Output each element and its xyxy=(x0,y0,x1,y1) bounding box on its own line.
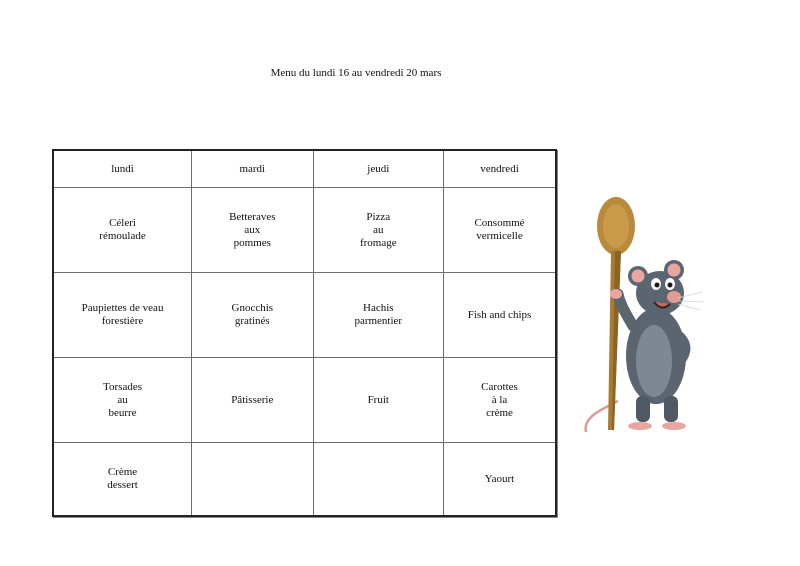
column-header-jeudi: jeudi xyxy=(313,150,444,188)
menu-cell-mardi xyxy=(192,273,313,358)
menu-item-text: Crème xyxy=(107,466,138,478)
menu-cell-mardi xyxy=(192,188,313,273)
menu-item-text: dessert xyxy=(107,479,138,491)
column-header-mardi: mardi xyxy=(192,150,313,188)
menu-item-text: rémoulade xyxy=(99,230,146,242)
menu-cell-mardi xyxy=(192,443,313,517)
menu-row xyxy=(53,358,556,443)
menu-item-text: Paupiettes de veau xyxy=(81,302,164,314)
menu-item-text: Pizza xyxy=(366,210,391,223)
menu-item-text: Fruit xyxy=(367,393,389,406)
menu-item-text: Consommé xyxy=(474,217,525,229)
menu-item-text: beurre xyxy=(108,406,137,419)
menu-item-text: Torsades xyxy=(103,380,142,393)
menu-item-text: crème xyxy=(486,406,513,419)
menu-cell-vendredi xyxy=(444,273,556,358)
column-header-vendredi: vendredi xyxy=(444,150,556,188)
menu-item-text: forestière xyxy=(101,315,144,327)
menu-cell-vendredi xyxy=(444,358,556,443)
menu-item-text: vermicelle xyxy=(476,230,523,242)
menu-cell-lundi xyxy=(53,188,192,273)
menu-item-text: Yaourt xyxy=(484,472,515,485)
menu-table xyxy=(52,149,557,517)
menu-cell-jeudi xyxy=(313,358,444,443)
menu-cell-lundi xyxy=(53,273,192,358)
menu-item-text: Gnocchis xyxy=(231,302,274,314)
menu-cell-jeudi xyxy=(313,188,444,273)
menu-cell-jeudi xyxy=(313,443,444,517)
menu-item-text: Céleri xyxy=(109,217,136,229)
menu-item-text: Hachis xyxy=(363,302,394,314)
rat-with-spoon-icon xyxy=(578,196,708,436)
menu-item-text: Pâtisserie xyxy=(231,393,274,406)
menu-item-text: à la xyxy=(491,393,508,406)
menu-row xyxy=(53,188,556,273)
menu-item-text: parmentier xyxy=(354,315,403,327)
menu-cell-jeudi xyxy=(313,273,444,358)
menu-cell-vendredi xyxy=(444,443,556,517)
header-row xyxy=(53,150,556,188)
menu-cell-vendredi xyxy=(444,188,556,273)
menu-item-text: Betteraves xyxy=(229,210,276,223)
menu-item-text: aux xyxy=(244,223,261,236)
menu-cell-lundi xyxy=(53,443,192,517)
menu-item-text: fromage xyxy=(359,236,397,249)
menu-item-text: pommes xyxy=(233,236,271,249)
rat-chef-illustration xyxy=(578,196,708,436)
menu-cell-mardi xyxy=(192,358,313,443)
menu-cell-lundi xyxy=(53,358,192,443)
menu-row xyxy=(53,273,556,358)
menu-item-text: au xyxy=(117,393,128,406)
menu-row xyxy=(53,443,556,517)
menu-item-text: gratinés xyxy=(234,315,270,327)
column-header-lundi: lundi xyxy=(53,150,192,188)
menu-item-text: Carottes xyxy=(481,380,518,393)
page-title: Menu du lundi 16 au vendredi 20 mars xyxy=(270,67,442,79)
menu-item-text: Fish and chips xyxy=(467,308,532,321)
menu-item-text: au xyxy=(373,223,384,236)
